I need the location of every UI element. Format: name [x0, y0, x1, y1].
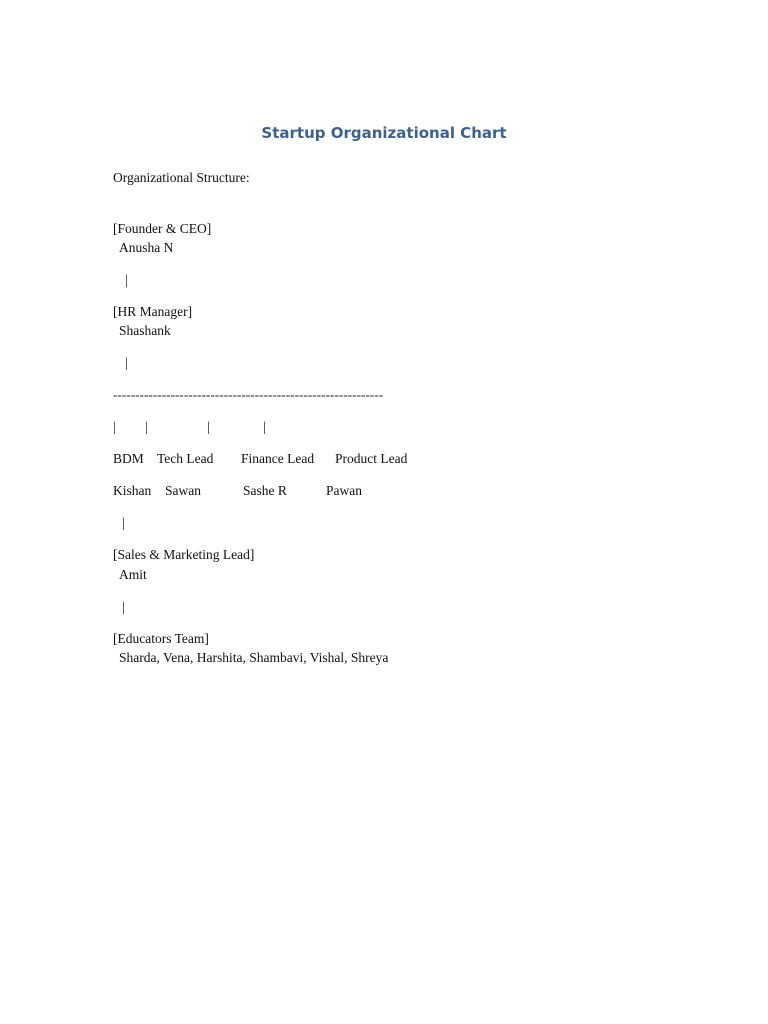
branch-role: BDM	[113, 451, 144, 466]
branch-role: Finance Lead	[241, 451, 315, 466]
educators-names: Sharda, Vena, Harshita, Shambavi, Vishal, Shreya	[119, 650, 389, 665]
page-title: Startup Organizational Chart	[261, 124, 507, 142]
sales-role: [Sales & Marketing Lead]	[113, 547, 255, 562]
hr-name: Shashank	[119, 323, 171, 338]
branch-pipe: |	[113, 419, 116, 434]
branch-name: Pawan	[326, 483, 362, 498]
sales-name: Amit	[119, 567, 147, 582]
founder-name: Anusha N	[119, 240, 174, 255]
connector-branch-sales: |	[122, 515, 125, 530]
educators-role: [Educators Team]	[113, 631, 209, 646]
branch-role: Product Lead	[335, 451, 408, 466]
branch-pipe: |	[207, 419, 210, 434]
founder-role: [Founder & CEO]	[113, 221, 212, 236]
branch-name: Sashe R	[243, 483, 287, 498]
hr-role: [HR Manager]	[113, 304, 193, 319]
connector-sales-educators: |	[122, 599, 125, 614]
branch-pipe: |	[263, 419, 266, 434]
branch-divider: -------------------------------------------------------------	[113, 387, 384, 402]
branch-role: Tech Lead	[157, 451, 214, 466]
branch-name: Kishan	[113, 483, 152, 498]
connector-founder-hr: |	[125, 272, 128, 287]
branch-pipe: |	[145, 419, 148, 434]
branch-name: Sawan	[165, 483, 201, 498]
connector-hr-divider: |	[125, 355, 128, 370]
intro-text: Organizational Structure:	[113, 170, 250, 185]
